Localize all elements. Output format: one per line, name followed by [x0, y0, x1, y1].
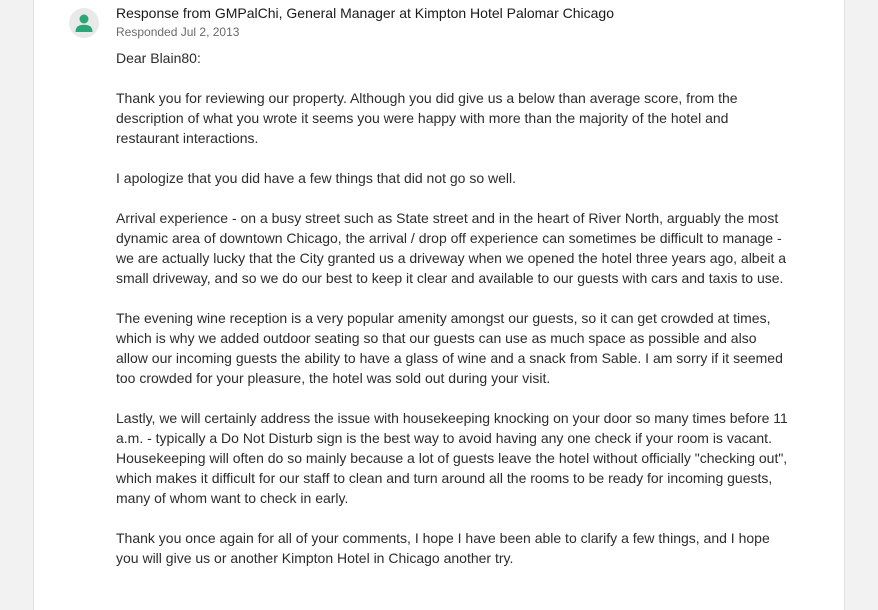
review-response-card — [33, 0, 845, 610]
response-paragraph: I apologize that you did have a few things that did not go so well. — [116, 170, 517, 186]
management-response — [116, 4, 788, 588]
response-body — [116, 48, 788, 568]
response-paragraph: Arrival experience - on a busy street such as State street and in the heart of River North, arguably the most dynamic area of downtown Chicago, the arrival / drop off experience can sometimes be difficult to manage - we are actually lucky that the City granted us a driveway when we opened the hotel three years ago, albeit a small driveway, and so we do our best to keep it clear and available to our guests with cars and taxis to use. — [116, 210, 787, 286]
response-title: Response from GMPalChi, General Manager at Kimpton Hotel Palomar Chicago — [116, 5, 615, 21]
response-date: Responded Jul 2, 2013 — [116, 25, 240, 39]
avatar[interactable] — [69, 8, 99, 38]
response-paragraph: Thank you for reviewing our property. Although you did give us a below than average score, from the description of what you wrote it seems you were happy with more than the majority of the hotel and restaurant interactions. — [116, 90, 738, 146]
response-paragraph: Thank you once again for all of your comments, I hope I have been able to clarify a few things, and I hope you will give us or another Kimpton Hotel in Chicago another try. — [116, 530, 770, 566]
response-paragraph: Dear Blain80: — [116, 50, 201, 66]
response-paragraph: The evening wine reception is a very popular amenity amongst our guests, so it can get crowded at times, which is why we added outdoor seating so that our guests can use as much space as possible and also allow our incoming guests the ability to have a glass of wine and a snack from Sable. I am sorry if it seemed too crowded for your pleasure, the hotel was sold out during your visit. — [116, 310, 783, 386]
response-paragraph: Lastly, we will certainly address the issue with housekeeping knocking on your door so many times before 11 a.m. - typically a Do Not Disturb sign is the best way to avoid having any one check if your room is vacant. Housekeeping will often do so mainly because a lot of guests leave the hotel without officially "checking out", which makes it difficult for our staff to clean and turn around all the rooms to be ready for incoming guests, many of whom want to check in early. — [116, 410, 788, 506]
user-icon — [69, 8, 99, 38]
